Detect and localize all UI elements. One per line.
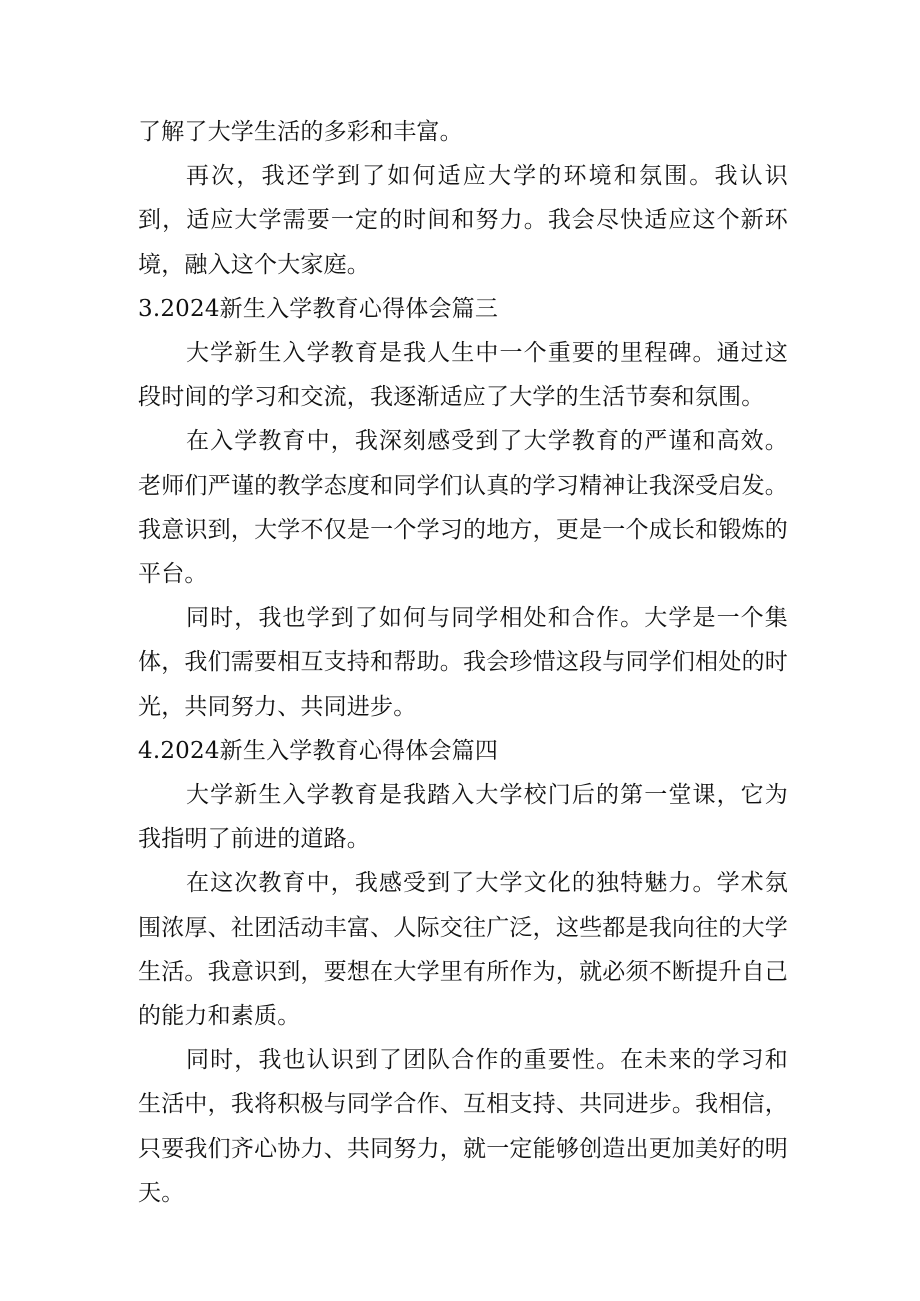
paragraph-milestone: 大学新生入学教育是我人生中一个重要的里程碑。通过这段时间的学习和交流，我逐渐适应了大学的生活节奏和氛围。 xyxy=(138,340,788,411)
paragraph-continuation: 了解了大学生活的多彩和丰富。 xyxy=(138,119,463,145)
paragraph-rigor: 在入学教育中，我深刻感受到了大学教育的严谨和高效。老师们严谨的教学态度和同学们认真的学习精神让我深受启发。我意识到，大学不仅是一个学习的地方，更是一个成长和锻炼的平台。 xyxy=(138,428,788,588)
paragraph-first-lesson: 大学新生入学教育是我踏入大学校门后的第一堂课，它为我指明了前进的道路。 xyxy=(138,782,788,853)
paragraph-adapt-environment: 再次，我还学到了如何适应大学的环境和氛围。我认识到，适应大学需要一定的时间和努力。我会尽快适应这个新环境，融入这个大家庭。 xyxy=(138,163,788,278)
section-heading-4: 4.2024新生入学教育心得体会篇四 xyxy=(138,737,499,764)
document-body xyxy=(138,110,788,1215)
section-heading-3: 3.2024新生入学教育心得体会篇三 xyxy=(138,295,499,322)
paragraph-teamwork: 同时，我也认识到了团队合作的重要性。在未来的学习和生活中，我将积极与同学合作、互相支持、共同进步。我相信，只要我们齐心协力、共同努力，就一定能够创造出更加美好的明天。 xyxy=(138,1047,788,1206)
paragraph-culture: 在这次教育中，我感受到了大学文化的独特魅力。学术氛围浓厚、社团活动丰富、人际交往广泛，这些都是我向往的大学生活。我意识到，要想在大学里有所作为，就必须不断提升自己的能力和素质。 xyxy=(138,870,788,1030)
paragraph-cooperation: 同时，我也学到了如何与同学相处和合作。大学是一个集体，我们需要相互支持和帮助。我会珍惜这段与同学们相处的时光，共同努力、共同进步。 xyxy=(138,605,788,720)
